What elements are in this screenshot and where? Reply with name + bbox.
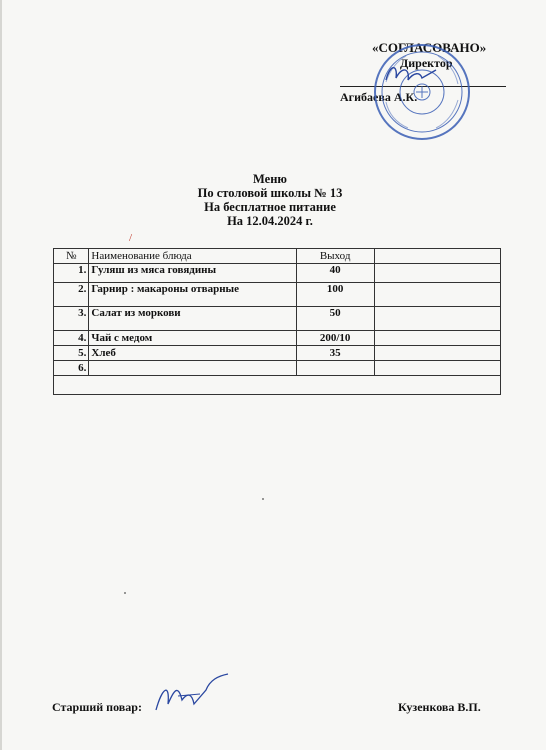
row-extra <box>374 283 500 307</box>
title-free-meals: На бесплатное питание <box>204 200 336 214</box>
speck <box>262 498 264 500</box>
row-num: 2. <box>54 283 89 307</box>
table-row <box>54 283 501 307</box>
row-extra <box>374 361 500 376</box>
row-num: 3. <box>54 307 89 331</box>
table-row <box>54 361 501 376</box>
row-num: 5. <box>54 346 89 361</box>
row-output: 40 <box>296 264 374 283</box>
table-row <box>54 264 501 283</box>
title-date: На 12.04.2024 г. <box>227 214 313 228</box>
title-menu: Меню <box>253 172 287 186</box>
empty-cell <box>54 376 501 395</box>
director-signature-icon <box>380 58 440 88</box>
row-extra <box>374 346 500 361</box>
row-extra <box>374 307 500 331</box>
cook-name: Кузенкова В.П. <box>398 700 481 714</box>
table-header-row <box>54 249 501 264</box>
approval-heading: «СОГЛАСОВАНО» <box>372 40 487 55</box>
row-dish: Хлеб <box>89 346 296 361</box>
header-dish: Наименование блюда <box>89 249 296 264</box>
row-num: 6. <box>54 361 89 376</box>
approval-role: Директор <box>400 56 453 70</box>
row-output: 100 <box>296 283 374 307</box>
row-output: 50 <box>296 307 374 331</box>
row-dish: Гарнир : макароны отварные <box>89 283 296 307</box>
menu-table <box>53 248 501 395</box>
row-output: 35 <box>296 346 374 361</box>
cook-label: Старший повар: <box>52 700 142 714</box>
table-empty-row <box>54 376 501 395</box>
header-extra <box>374 249 500 264</box>
row-num: 4. <box>54 331 89 346</box>
row-output <box>296 361 374 376</box>
row-dish <box>89 361 296 376</box>
red-pen-mark: / <box>129 232 133 244</box>
table-row <box>54 331 501 346</box>
menu-title-block <box>170 172 370 228</box>
table-row <box>54 307 501 331</box>
title-school: По столовой школы № 13 <box>197 186 343 200</box>
row-dish: Чай с медом <box>89 331 296 346</box>
table-row <box>54 346 501 361</box>
row-dish: Салат из моркови <box>89 307 296 331</box>
round-stamp-icon <box>372 42 472 142</box>
row-dish: Гуляш из мяса говядины <box>89 264 296 283</box>
row-extra <box>374 331 500 346</box>
header-num: № <box>54 249 89 264</box>
speck <box>124 592 126 594</box>
row-output: 200/10 <box>296 331 374 346</box>
row-extra <box>374 264 500 283</box>
cook-signature-icon <box>148 670 238 720</box>
approval-name: Агибаева А.К. <box>340 90 418 104</box>
row-num: 1. <box>54 264 89 283</box>
header-output: Выход <box>296 249 374 264</box>
